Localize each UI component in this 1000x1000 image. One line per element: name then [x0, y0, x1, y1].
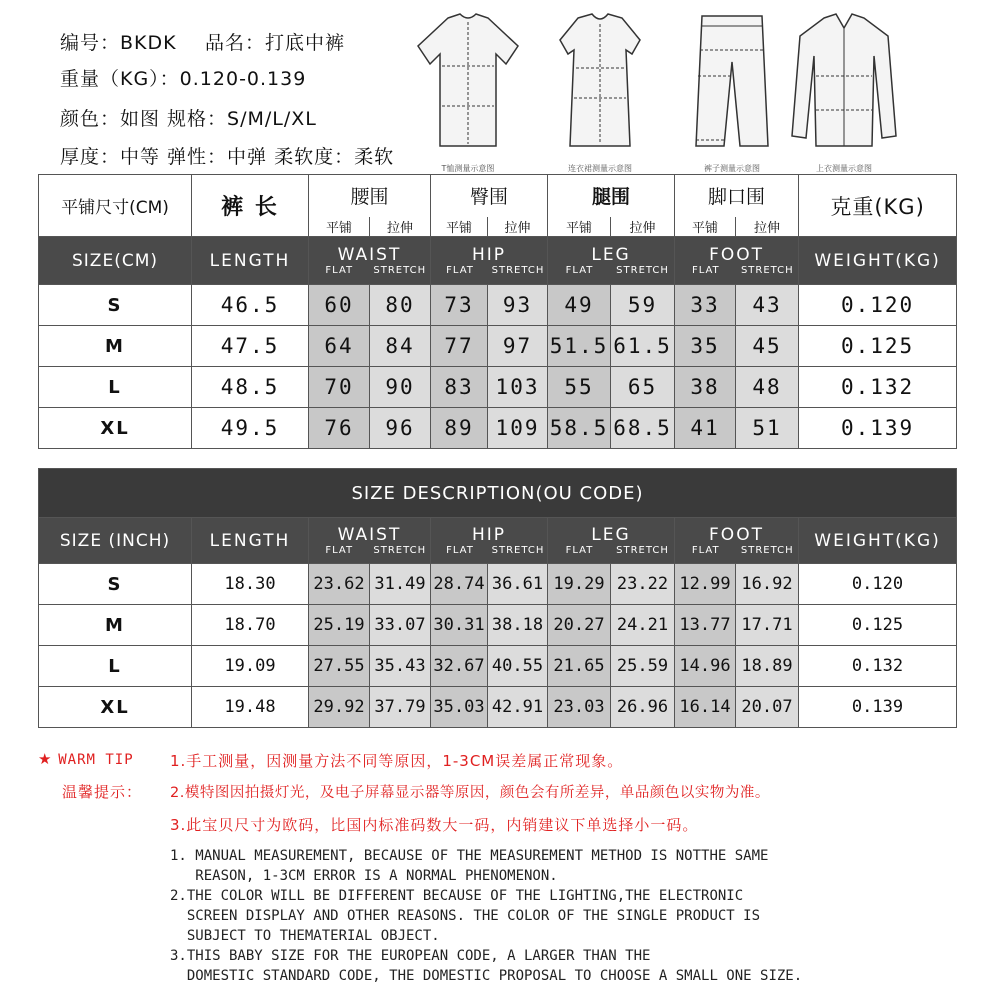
- length-cell: 47.5: [192, 326, 309, 367]
- waist-stretch-cell: 35.43: [370, 646, 431, 687]
- waist-flat-cell: 70: [309, 367, 370, 408]
- leg-flat-cell: 20.27: [548, 605, 611, 646]
- warm-tip-cn-label: 温馨提示：: [62, 783, 143, 801]
- waist-header: WAIST FLAT STRETCH: [309, 237, 431, 285]
- weight-cell: 0.125: [799, 605, 957, 646]
- leg-flat-subheader: 平铺: [548, 217, 611, 237]
- weight-cell: 0.139: [799, 687, 957, 728]
- foot-header: FOOT FLAT STRETCH: [675, 237, 799, 285]
- foot-header-cn: 脚口围: [675, 175, 799, 217]
- leg-header-cn: 腿围: [548, 175, 675, 217]
- leg-stretch-cell: 23.22: [611, 564, 675, 605]
- size-cell: S: [39, 564, 192, 605]
- length-header-cn: 裤 长: [192, 175, 309, 237]
- leg-stretch-cell: 61.5: [611, 326, 675, 367]
- leg-flat-cell: 21.65: [548, 646, 611, 687]
- leg-stretch-cell: 65: [611, 367, 675, 408]
- weight-cell: 0.132: [799, 367, 957, 408]
- diagram-caption: 裤子测量示意图: [704, 164, 760, 173]
- hip-stretch-cell: 40.55: [488, 646, 548, 687]
- warm-tip-label: ★ WARM TIP: [38, 750, 134, 768]
- hip-flat-cell: 28.74: [431, 564, 488, 605]
- foot-flat-cell: 35: [675, 326, 736, 367]
- leg-flat-cell: 23.03: [548, 687, 611, 728]
- foot-stretch-cell: 17.71: [736, 605, 799, 646]
- size-header: SIZE(CM): [39, 237, 192, 285]
- hip-stretch-cell: 97: [488, 326, 548, 367]
- foot-flat-subheader: 平铺: [675, 217, 736, 237]
- foot-stretch-cell: 43: [736, 285, 799, 326]
- waist-stretch-cell: 84: [370, 326, 431, 367]
- foot-stretch-cell: 16.92: [736, 564, 799, 605]
- tip-cn-3: 3.此宝贝尺寸为欧码，比国内标准码数大一码，内销建议下单选择小一码。: [170, 816, 699, 834]
- waist-header: WAIST FLAT STRETCH: [309, 518, 431, 564]
- leg-stretch-cell: 26.96: [611, 687, 675, 728]
- hip-stretch-subheader: 拉伸: [488, 217, 548, 237]
- size-inch-header: SIZE (INCH): [39, 518, 192, 564]
- leg-stretch-cell: 59: [611, 285, 675, 326]
- waist-stretch-subheader: 拉伸: [370, 217, 431, 237]
- foot-stretch-cell: 20.07: [736, 687, 799, 728]
- foot-stretch-cell: 18.89: [736, 646, 799, 687]
- foot-flat-cell: 13.77: [675, 605, 736, 646]
- leg-flat-cell: 55: [548, 367, 611, 408]
- weight-header-cn: 克重(KG): [799, 175, 957, 237]
- waist-flat-cell: 60: [309, 285, 370, 326]
- leg-stretch-cell: 24.21: [611, 605, 675, 646]
- length-cell: 19.48: [192, 687, 309, 728]
- waist-flat-cell: 29.92: [309, 687, 370, 728]
- waist-stretch-cell: 31.49: [370, 564, 431, 605]
- hip-header: HIP FLAT STRETCH: [431, 518, 548, 564]
- hip-flat-cell: 73: [431, 285, 488, 326]
- foot-flat-cell: 12.99: [675, 564, 736, 605]
- weight-cell: 0.139: [799, 408, 957, 449]
- waist-stretch-cell: 37.79: [370, 687, 431, 728]
- size-cell: S: [39, 285, 192, 326]
- product-feel: 厚度：中等 弹性：中弹 柔软度：柔软: [60, 146, 395, 168]
- size-table-cm: [38, 174, 957, 449]
- size-cell: L: [39, 367, 192, 408]
- waist-flat-cell: 25.19: [309, 605, 370, 646]
- tip-en-3: 3.THIS BABY SIZE FOR THE EUROPEAN CODE, A LARGER THAN THE DOMESTIC STANDARD CODE, THE DOMESTIC PROPOSAL TO CHOOSE A SMALL ONE SIZE.: [170, 948, 803, 984]
- hip-stretch-cell: 93: [488, 285, 548, 326]
- foot-stretch-cell: 48: [736, 367, 799, 408]
- waist-flat-cell: 27.55: [309, 646, 370, 687]
- length-cell: 18.30: [192, 564, 309, 605]
- foot-flat-cell: 16.14: [675, 687, 736, 728]
- size-cell: XL: [39, 408, 192, 449]
- hip-stretch-cell: 103: [488, 367, 548, 408]
- size-description-title: SIZE DESCRIPTION(OU CODE): [39, 469, 957, 518]
- hip-stretch-cell: 109: [488, 408, 548, 449]
- diagram-caption: 上衣测量示意图: [816, 164, 872, 173]
- product-color-spec: 颜色：如图 规格：S/M/L/XL: [60, 108, 317, 130]
- product-weight: 重量（KG）：0.120-0.139: [60, 68, 307, 90]
- dress-diagram-icon: [540, 6, 660, 174]
- waist-stretch-cell: 33.07: [370, 605, 431, 646]
- hip-flat-cell: 89: [431, 408, 488, 449]
- diagram-caption: 连衣裙测量示意图: [568, 164, 632, 173]
- length-cell: 18.70: [192, 605, 309, 646]
- leg-flat-cell: 51.5: [548, 326, 611, 367]
- table-row: [39, 367, 957, 408]
- foot-stretch-subheader: 拉伸: [736, 217, 799, 237]
- length-cell: 49.5: [192, 408, 309, 449]
- tshirt-diagram-icon: [408, 6, 528, 174]
- leg-header: LEG FLAT STRETCH: [548, 518, 675, 564]
- hip-flat-cell: 32.67: [431, 646, 488, 687]
- foot-stretch-cell: 51: [736, 408, 799, 449]
- size-table-inch: [38, 468, 957, 728]
- leg-stretch-subheader: 拉伸: [611, 217, 675, 237]
- tip-cn-2: 2.模特图因拍摄灯光，及电子屏幕显示器等原因，颜色会有所差异，单品颜色以实物为准。: [170, 785, 770, 801]
- waist-stretch-cell: 80: [370, 285, 431, 326]
- hip-header-cn: 臀围: [431, 175, 548, 217]
- star-icon: ★: [38, 750, 53, 768]
- table-row: [39, 326, 957, 367]
- weight-header: WEIGHT(KG): [799, 518, 957, 564]
- size-cell: M: [39, 326, 192, 367]
- leg-flat-cell: 49: [548, 285, 611, 326]
- measurement-diagrams: [408, 6, 908, 174]
- waist-flat-cell: 23.62: [309, 564, 370, 605]
- leg-flat-cell: 19.29: [548, 564, 611, 605]
- leg-stretch-cell: 25.59: [611, 646, 675, 687]
- foot-flat-cell: 33: [675, 285, 736, 326]
- length-cell: 48.5: [192, 367, 309, 408]
- leg-header: LEG FLAT STRETCH: [548, 237, 675, 285]
- hip-stretch-cell: 38.18: [488, 605, 548, 646]
- table-row: [39, 285, 957, 326]
- size-cell: L: [39, 646, 192, 687]
- tip-cn-1: 1.手工测量，因测量方法不同等原因，1-3CM误差属正常现象。: [170, 752, 624, 770]
- hip-flat-cell: 30.31: [431, 605, 488, 646]
- hip-stretch-cell: 36.61: [488, 564, 548, 605]
- foot-flat-cell: 41: [675, 408, 736, 449]
- foot-stretch-cell: 45: [736, 326, 799, 367]
- tip-en-1: 1. MANUAL MEASUREMENT, BECAUSE OF THE MEASUREMENT METHOD IS NOTTHE SAME REASON, 1-3CM ERROR IS A NORMAL PHENOMENON.: [170, 848, 769, 884]
- hip-flat-cell: 35.03: [431, 687, 488, 728]
- waist-stretch-cell: 96: [370, 408, 431, 449]
- foot-header: FOOT FLAT STRETCH: [675, 518, 799, 564]
- length-cell: 46.5: [192, 285, 309, 326]
- size-cell: M: [39, 605, 192, 646]
- hip-flat-subheader: 平铺: [431, 217, 488, 237]
- weight-cell: 0.120: [799, 285, 957, 326]
- table-row: [39, 605, 957, 646]
- tip-en-2: 2.THE COLOR WILL BE DIFFERENT BECAUSE OF THE LIGHTING,THE ELECTRONIC SCREEN DISPLAY AND OTHER REASONS. THE COLOR OF THE SINGLE PRODUCT IS SUBJECT TO THEMATERIAL OBJECT.: [170, 888, 761, 944]
- length-header: LENGTH: [192, 518, 309, 564]
- product-code: 编号：BKDK: [60, 32, 177, 54]
- size-cell: XL: [39, 687, 192, 728]
- waist-flat-subheader: 平铺: [309, 217, 370, 237]
- weight-cell: 0.132: [799, 646, 957, 687]
- table-row: [39, 564, 957, 605]
- hip-flat-cell: 77: [431, 326, 488, 367]
- hip-header: HIP FLAT STRETCH: [431, 237, 548, 285]
- length-header: LENGTH: [192, 237, 309, 285]
- leg-stretch-cell: 68.5: [611, 408, 675, 449]
- foot-flat-cell: 38: [675, 367, 736, 408]
- table-row: [39, 687, 957, 728]
- diagram-caption: T恤测量示意图: [441, 164, 495, 173]
- waist-stretch-cell: 90: [370, 367, 431, 408]
- weight-header: WEIGHT(KG): [799, 237, 957, 285]
- waist-header-cn: 腰围: [309, 175, 431, 217]
- waist-flat-cell: 76: [309, 408, 370, 449]
- table-row: [39, 408, 957, 449]
- weight-cell: 0.125: [799, 326, 957, 367]
- cm-label-header: 平铺尺寸(CM): [39, 175, 192, 237]
- pants-diagram-icon: [672, 6, 792, 174]
- jacket-diagram-icon: [784, 6, 904, 174]
- weight-cell: 0.120: [799, 564, 957, 605]
- product-name: 品名：打底中裤: [205, 32, 346, 54]
- length-cell: 19.09: [192, 646, 309, 687]
- foot-flat-cell: 14.96: [675, 646, 736, 687]
- leg-flat-cell: 58.5: [548, 408, 611, 449]
- hip-stretch-cell: 42.91: [488, 687, 548, 728]
- hip-flat-cell: 83: [431, 367, 488, 408]
- waist-flat-cell: 64: [309, 326, 370, 367]
- table-row: [39, 646, 957, 687]
